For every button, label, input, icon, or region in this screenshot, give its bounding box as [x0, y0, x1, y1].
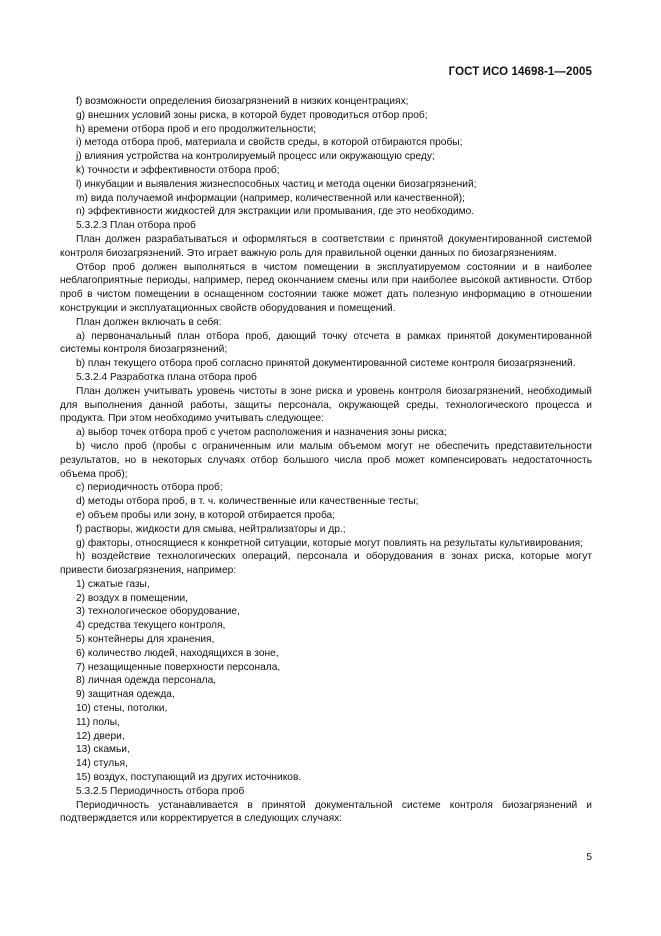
page-number: 5 — [586, 852, 592, 863]
sublist-item: 3) технологическое оборудование, — [76, 606, 240, 618]
list-item: c) периодичность отбора проб; — [76, 482, 223, 494]
list-item: a) выбор точек отбора проб с учетом расположения и назначения зоны риска; — [76, 427, 447, 439]
sublist-item: 11) полы, — [76, 716, 120, 728]
paragraph: Отбор проб должен выполняться в чистом помещении в эксплуатируемом состоянии и в наиболее неблагоприятные периоды, например, перед окончанием смены или при наиболее высокой активности. Отбор проб в чистом помещении в оснащенном состоянии также может дать полезную информацию в отношении конструкции и эксплуатационных свойств оборудования и помещений. — [60, 261, 592, 314]
factors-list — [60, 95, 592, 219]
section-heading-5324: 5.3.2.4 Разработка плана отбора проб — [76, 371, 257, 383]
list-item: b) план текущего отбора проб согласно принятой документированной системе контроля биозагрязнений. — [76, 358, 576, 370]
page-content — [60, 95, 592, 826]
paragraph: План должен включать в себя: — [76, 316, 222, 328]
sublist-item: 9) защитная одежда, — [76, 689, 175, 701]
list-item: e) объем пробы или зону, в которой отбирается проба; — [76, 509, 336, 521]
sublist-item: 1) сжатые газы, — [76, 578, 150, 590]
list-item: d) методы отбора проб, в т. ч. количественные или качественные тесты; — [76, 496, 419, 508]
sublist-item: 10) стены, потолки, — [76, 703, 168, 715]
sublist-item: 13) скамьи, — [76, 744, 130, 756]
sublist-item: 5) контейнеры для хранения, — [76, 634, 215, 646]
sublist-item: 6) количество людей, находящихся в зоне, — [76, 647, 279, 659]
paragraph: План должен разрабатываться и оформляться в соответствии с принятой документированной системой контроля биозагрязнений. Это играет важную роль для правильной оценки данных по биозагрязнениям. — [60, 233, 592, 259]
sublist-item: 4) средства текущего контроля, — [76, 620, 226, 632]
list-item: j) влияния устройства на контролируемый процесс или окружающую среду; — [76, 151, 435, 163]
sublist-item: 14) стулья, — [76, 758, 128, 770]
list-item: l) инкубации и выявления жизнеспособных частиц и метода оценки биозагрязнений; — [76, 178, 477, 190]
list-item: a) первоначальный план отбора проб, дающий точку отсчета в рамках принятой документированной системы контроля биозагрязнений; — [60, 330, 592, 356]
paragraph: Периодичность устанавливается в принятой документальной системе контроля биозагрязнений и подтверждается или корректируется в следующих случаях: — [60, 799, 592, 825]
list-item: k) точности и эффективности отбора проб; — [76, 164, 280, 176]
sources-sublist — [60, 578, 592, 785]
paragraph: План должен учитывать уровень чистоты в зоне риска и уровень контроля биозагрязнений, необходимый для выполнения данной работы, защиты персонала, окружающей среды, технологического процесса и продукта. При этом необходимо учитывать следующее: — [60, 385, 592, 425]
list-item: h) воздействие технологических операций, персонала и оборудования в зонах риска, которые могут привести биозагрязнения, например: — [60, 551, 592, 577]
section-heading-5323: 5.3.2.3 План отбора проб — [76, 220, 196, 232]
list-item: b) число проб (пробы с ограниченным или малым объемом могут не обеспечить представительности результатов, но в некоторых случаях отбор большого числа проб может компенсировать недостаточность объема проб); — [60, 440, 592, 480]
list-item: h) времени отбора проб и его продолжительности; — [76, 123, 317, 135]
sublist-item: 2) воздух в помещении, — [76, 592, 189, 604]
list-item: n) эффективности жидкостей для экстракции или промывания, где это необходимо. — [76, 206, 475, 218]
sublist-item: 8) личная одежда персонала, — [76, 675, 217, 687]
sublist-item: 7) незащищенные поверхности персонала, — [76, 661, 281, 673]
sublist-item: 15) воздух, поступающий из других источников. — [76, 772, 302, 784]
list-item: m) вида получаемой информации (например, количественной или качественной); — [76, 192, 465, 204]
document-header: ГОСТ ИСО 14698-1—2005 — [448, 66, 592, 78]
list-item: g) внешних условий зоны риска, в которой будет проводиться отбор проб; — [76, 109, 428, 121]
list-item: f) растворы, жидкости для смыва, нейтрализаторы и др.; — [76, 523, 346, 535]
list-item: f) возможности определения биозагрязнений в низких концентрациях; — [76, 96, 409, 107]
section-heading-5325: 5.3.2.5 Периодичность отбора проб — [76, 785, 245, 797]
list-item: i) метода отбора проб, материала и свойств среды, в которой отбираются пробы; — [76, 137, 463, 149]
sublist-item: 12) двери, — [76, 730, 125, 742]
list-item: g) факторы, относящиеся к конкретной ситуации, которые могут повлиять на результаты культивирования; — [76, 537, 583, 549]
